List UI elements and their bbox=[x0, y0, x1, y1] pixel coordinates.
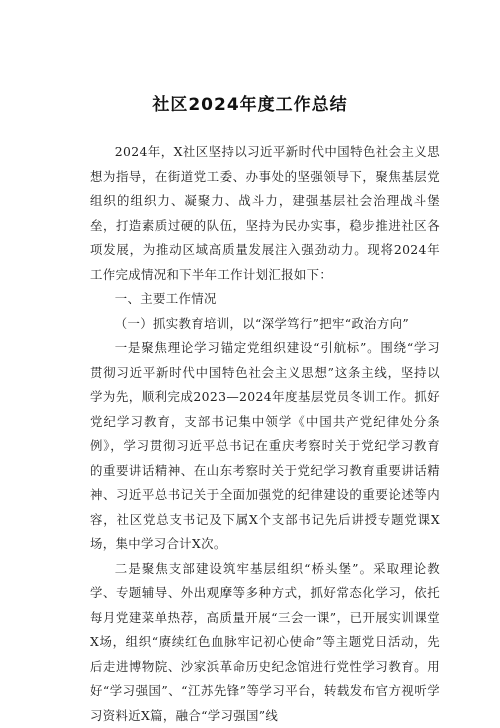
subsection-heading: （一）抓实教育培训，以“深学笃行”把牢“政治方向” bbox=[90, 312, 440, 337]
paragraph-theory-study: 一是聚焦理论学习锚定党组织建设“引航标”。围绕“学习贯彻习近平新时代中国特色社会主义思想”这条主线，坚持以学为先，顺利完成2023—2024年度基层党员冬训工作。抓好党纪学习教育，支部书记集中领学《中国共产党纪律处分条例》，学习贯彻习近平总书记在重庆考察时关于党纪学习教育的重要讲话精神、在山东考察时关于党纪学习教育重要讲话精神、习近平总书记关于全面加强党的纪律建设的重要论述等内容，社区党总支书记及下属X个支部书记先后讲授专题党课X场，集中学习合计X次。 bbox=[90, 336, 440, 557]
document-body bbox=[90, 140, 440, 728]
section-heading: 一、主要工作情况 bbox=[90, 287, 440, 312]
paragraph-intro: 2024年，X社区坚持以习近平新时代中国特色社会主义思想为指导，在街道党工委、办事处的坚强领导下，聚焦基层党组织的组织力、凝聚力、战斗力，建强基层社会治理战斗堡垒，打造素质过硬的队伍，坚持为民办实事，稳步推进社区各项发展，为推动区域高质量发展注入强劲动力。现将2024年工作完成情况和下半年工作计划汇报如下： bbox=[90, 140, 440, 287]
paragraph-branch-building: 二是聚焦支部建设筑牢基层组织“桥头堡”。采取理论教学、专题辅导、外出观摩等多种方式，抓好常态化学习，依托每月党建菜单热荐，高质量开展“三会一课”，已开展实训课堂X场，组织“赓续红色血脉牢记初心使命”等主题党日活动，先后走进博物院、沙家浜革命历史纪念馆进行党性学习教育。用好“学习强国”、“江苏先锋”等学习平台，转载发布官方视听学习资料近X篇，融合“学习强国”线 bbox=[90, 557, 440, 728]
document-title: 社区2024年度工作总结 bbox=[0, 90, 500, 115]
